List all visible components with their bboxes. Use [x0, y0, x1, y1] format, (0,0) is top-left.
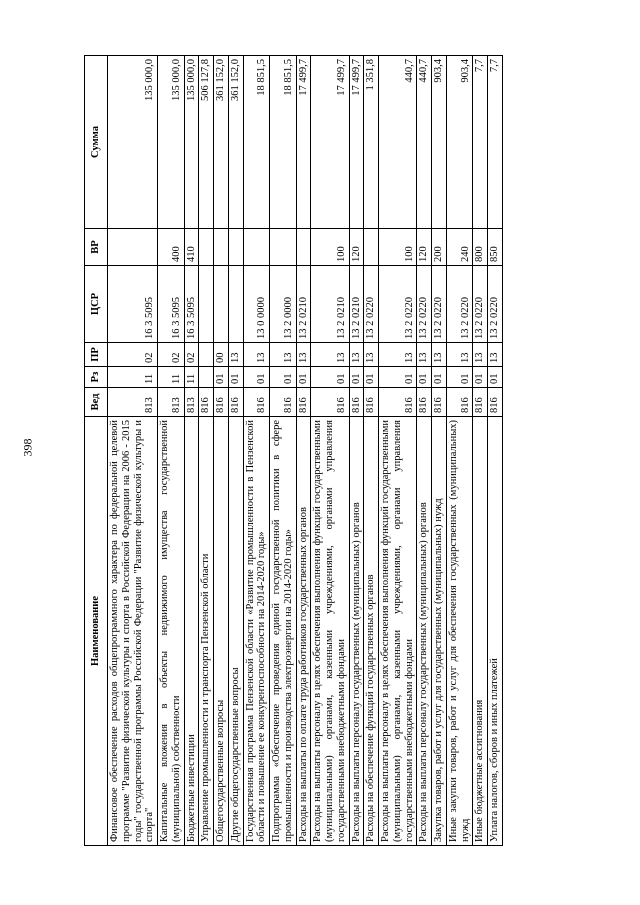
cell-name: Расходы на выплаты персоналу в целях обеспечения выполнения функций государственными (муниципальными) органами, казенными учреждениями, органами управления государственными внебюджетными фондами: [379, 417, 417, 846]
cell-pr: 13: [446, 343, 473, 367]
cell-name: Управление промышленности и транспорта Пензенской области: [199, 417, 214, 846]
table-row: [446, 56, 473, 846]
cell-sum: 17 499,7: [311, 56, 349, 229]
cell-pr: 13: [417, 343, 432, 367]
cell-csr: 13 2 0220: [432, 266, 447, 343]
cell-pr: 13: [296, 343, 311, 367]
cell-ved: 816: [270, 388, 297, 417]
cell-pr: 13: [349, 343, 364, 367]
cell-ved: 813: [184, 388, 199, 417]
cell-pr: 13: [311, 343, 349, 367]
cell-name: Иные закупки товаров, работ и услуг для обеспечения государственных (муниципальных) нужд: [446, 417, 473, 846]
cell-vr: [296, 229, 311, 266]
cell-ved: 816: [199, 388, 214, 417]
cell-rz: 01: [432, 367, 447, 388]
cell-rz: 01: [364, 367, 379, 388]
cell-sum: 1 351,8: [364, 56, 379, 229]
cell-vr: [214, 229, 229, 266]
cell-sum: 17 499,7: [296, 56, 311, 229]
cell-pr: 02: [184, 343, 199, 367]
cell-vr: [270, 229, 297, 266]
cell-csr: 13 2 0220: [417, 266, 432, 343]
cell-rz: 01: [228, 367, 243, 388]
cell-ved: 813: [158, 388, 185, 417]
cell-csr: 13 2 0220: [364, 266, 379, 343]
cell-rz: 01: [311, 367, 349, 388]
cell-name: Расходы на выплаты персоналу государственных (муниципальных) органов: [417, 417, 432, 846]
table-row: [228, 56, 243, 846]
cell-pr: 13: [473, 343, 488, 367]
cell-pr: 02: [108, 343, 158, 367]
cell-sum: 135 000,0: [184, 56, 199, 229]
cell-name: Государственная программа Пензенской области «Развитие промышленности в Пензенской области и повышение ее конкурентоспособности на 2014-2020 годы»: [243, 417, 270, 846]
header-vr: ВР: [85, 229, 108, 266]
cell-name: Расходы на обеспечение функций государственных органов: [364, 417, 379, 846]
table-row: [379, 56, 417, 846]
cell-name: Подпрограмма «Обеспечение проведения единой государственной политики в сфере промышленности и производства электроэнергии на 2014-2020 годы»: [270, 417, 297, 846]
cell-ved: 816: [488, 388, 503, 417]
table-row: [417, 56, 432, 846]
cell-rz: 01: [379, 367, 417, 388]
cell-ved: 816: [417, 388, 432, 417]
table-row: [158, 56, 185, 846]
cell-ved: 816: [349, 388, 364, 417]
cell-vr: 200: [432, 229, 447, 266]
table-row: [108, 56, 158, 846]
table-row: [349, 56, 364, 846]
cell-vr: 100: [311, 229, 349, 266]
cell-name: Капитальные вложения в объекты недвижимого имущества государственной (муниципальной) собственности: [158, 417, 185, 846]
cell-vr: [243, 229, 270, 266]
cell-rz: 11: [158, 367, 185, 388]
cell-ved: 816: [311, 388, 349, 417]
cell-ved: 816: [243, 388, 270, 417]
cell-rz: 01: [349, 367, 364, 388]
cell-ved: 816: [214, 388, 229, 417]
rotated-page-content: [84, 56, 547, 846]
cell-csr: 13 2 0210: [349, 266, 364, 343]
table-row: [364, 56, 379, 846]
cell-pr: 13: [488, 343, 503, 367]
cell-pr: [199, 343, 214, 367]
budget-table: [84, 55, 503, 846]
cell-sum: 440,7: [379, 56, 417, 229]
cell-rz: 11: [108, 367, 158, 388]
cell-ved: 816: [446, 388, 473, 417]
cell-csr: [214, 266, 229, 343]
cell-vr: 120: [349, 229, 364, 266]
cell-vr: 120: [417, 229, 432, 266]
cell-rz: 01: [473, 367, 488, 388]
cell-sum: 18 851,5: [243, 56, 270, 229]
cell-rz: 01: [243, 367, 270, 388]
cell-pr: 02: [158, 343, 185, 367]
cell-pr: 13: [379, 343, 417, 367]
cell-vr: [228, 229, 243, 266]
cell-sum: 903,4: [432, 56, 447, 229]
cell-sum: 7,7: [488, 56, 503, 229]
cell-sum: 903,4: [446, 56, 473, 229]
cell-sum: 18 851,5: [270, 56, 297, 229]
cell-ved: 816: [379, 388, 417, 417]
cell-name: Расходы на выплаты персоналу государственных (муниципальных) органов: [349, 417, 364, 846]
cell-csr: 13 2 0220: [379, 266, 417, 343]
cell-rz: 11: [184, 367, 199, 388]
cell-sum: 135 000,0: [108, 56, 158, 229]
cell-sum: 506 127,8: [199, 56, 214, 229]
table-row: [214, 56, 229, 846]
cell-name: Общегосударственные вопросы: [214, 417, 229, 846]
cell-csr: 13 2 0220: [488, 266, 503, 343]
cell-sum: 440,7: [417, 56, 432, 229]
cell-sum: 361 152,0: [214, 56, 229, 229]
cell-pr: 13: [270, 343, 297, 367]
cell-csr: 13 0 0000: [243, 266, 270, 343]
cell-vr: [199, 229, 214, 266]
table-row: [488, 56, 503, 846]
cell-name: Бюджетные инвестиции: [184, 417, 199, 846]
cell-vr: 850: [488, 229, 503, 266]
table-row: [473, 56, 488, 846]
cell-name: Расходы на выплаты персоналу в целях обеспечения выполнения функций государственными (муниципальными) органами, казенными учреждениями, органами управления государственными внебюджетными фондами: [311, 417, 349, 846]
cell-rz: 01: [214, 367, 229, 388]
cell-csr: [228, 266, 243, 343]
cell-name: Уплата налогов, сборов и иных платежей: [488, 417, 503, 846]
cell-sum: 361 152,0: [228, 56, 243, 229]
header-sum: Сумма: [85, 56, 108, 229]
cell-csr: 16 3 5095: [184, 266, 199, 343]
page-number: 398: [20, 438, 35, 457]
header-ved: Вед: [85, 388, 108, 417]
table-row: [296, 56, 311, 846]
header-csr: ЦСР: [85, 266, 108, 343]
cell-rz: [199, 367, 214, 388]
cell-ved: 816: [432, 388, 447, 417]
cell-vr: [108, 229, 158, 266]
cell-ved: 816: [228, 388, 243, 417]
cell-sum: 17 499,7: [349, 56, 364, 229]
cell-ved: 816: [473, 388, 488, 417]
cell-csr: 13 2 0210: [296, 266, 311, 343]
cell-csr: 13 2 0000: [270, 266, 297, 343]
table-header-row: [85, 56, 108, 846]
cell-rz: 01: [446, 367, 473, 388]
cell-name: Иные бюджетные ассигнования: [473, 417, 488, 846]
cell-csr: 13 2 0210: [311, 266, 349, 343]
cell-rz: 01: [296, 367, 311, 388]
cell-rz: 01: [270, 367, 297, 388]
cell-csr: 16 3 5095: [158, 266, 185, 343]
cell-sum: 135 000,0: [158, 56, 185, 229]
cell-ved: 813: [108, 388, 158, 417]
table-row: [311, 56, 349, 846]
cell-pr: 13: [243, 343, 270, 367]
cell-vr: 240: [446, 229, 473, 266]
header-pr: ПР: [85, 343, 108, 367]
cell-csr: 13 2 0220: [446, 266, 473, 343]
cell-csr: [199, 266, 214, 343]
table-row: [184, 56, 199, 846]
cell-pr: 13: [228, 343, 243, 367]
cell-pr: 13: [364, 343, 379, 367]
table-row: [270, 56, 297, 846]
cell-rz: 01: [417, 367, 432, 388]
cell-name: Другие общегосударственные вопросы: [228, 417, 243, 846]
cell-vr: [364, 229, 379, 266]
cell-vr: 800: [473, 229, 488, 266]
cell-rz: 01: [488, 367, 503, 388]
cell-vr: 400: [158, 229, 185, 266]
cell-ved: 816: [296, 388, 311, 417]
header-rz: Рз: [85, 367, 108, 388]
cell-ved: 816: [364, 388, 379, 417]
cell-csr: 16 3 5095: [108, 266, 158, 343]
cell-vr: 100: [379, 229, 417, 266]
cell-pr: 13: [432, 343, 447, 367]
cell-name: Финансовое обеспечение расходов общепрограммного характера по федеральной целевой программе "Развитие физической культуры и спорта в Российской Федерации на 2006 - 2015 годы" государственной программы Российской Федерации "Развитие физической культуры и спорта": [108, 417, 158, 846]
table-row: [199, 56, 214, 846]
cell-sum: 7,7: [473, 56, 488, 229]
cell-csr: 13 2 0220: [473, 266, 488, 343]
cell-name: Расходы на выплаты по оплате труда работников государственных органов: [296, 417, 311, 846]
table-row: [243, 56, 270, 846]
cell-vr: 410: [184, 229, 199, 266]
table-row: [432, 56, 447, 846]
cell-name: Закупка товаров, работ и услуг для государственных (муниципальных) нужд: [432, 417, 447, 846]
cell-pr: 00: [214, 343, 229, 367]
header-name: Наименование: [85, 417, 108, 846]
